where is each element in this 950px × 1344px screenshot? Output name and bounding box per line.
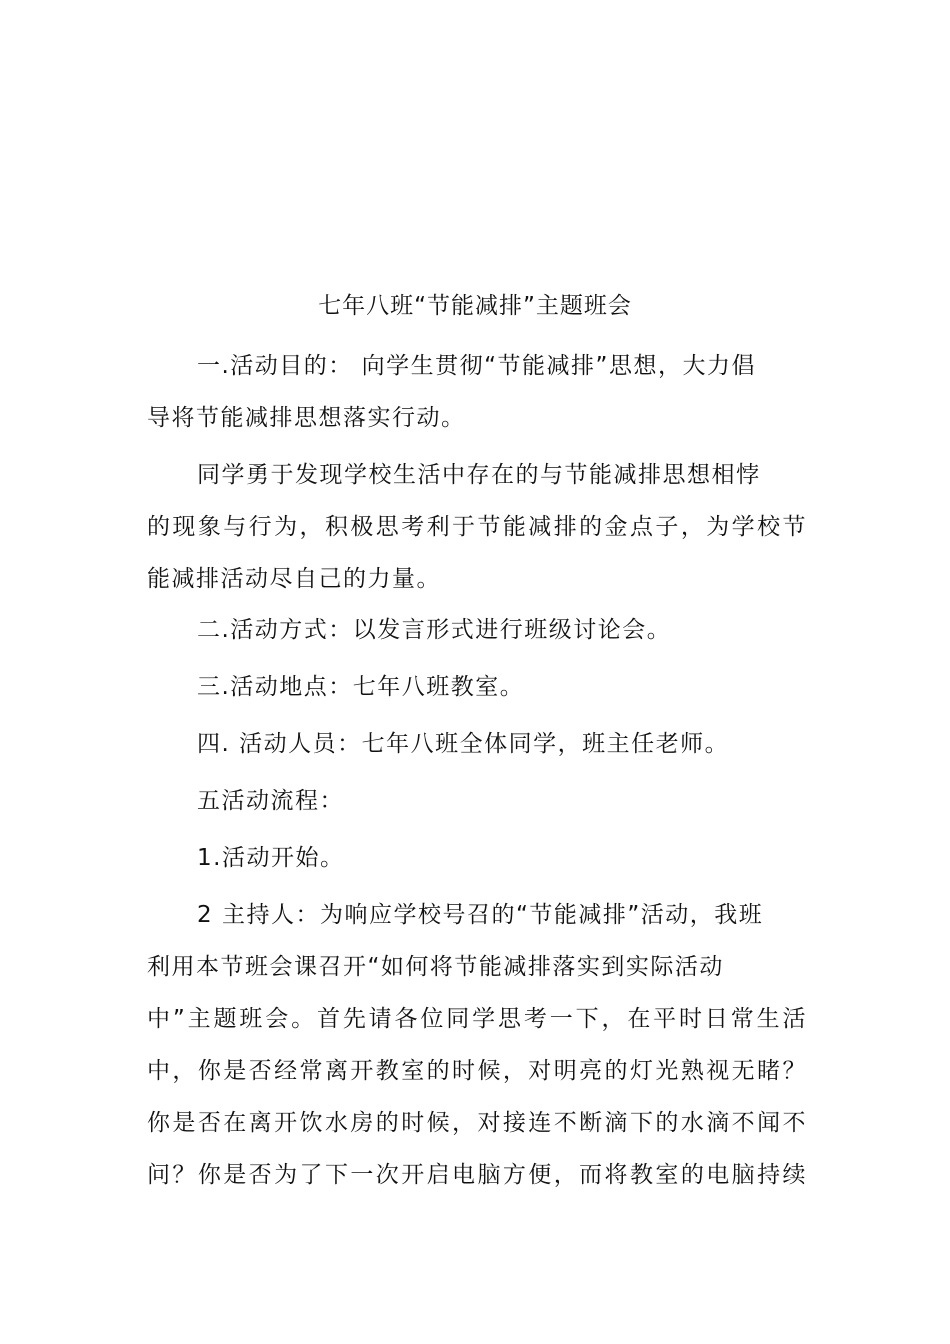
section-step-2 — [147, 889, 807, 1201]
text-line: 的现象与行为，积极思考利于节能减排的金点子，为学校节 — [147, 514, 807, 540]
section-location — [147, 661, 807, 713]
section-step-1 — [147, 832, 807, 884]
text-line: 2 主持人：为响应学校号召的“节能减排”活动，我班 — [197, 902, 764, 928]
text-line: 导将节能减排思想落实行动。 — [147, 405, 466, 431]
section-purpose — [147, 340, 807, 444]
text-line: 利用本节班会课召开“如何将节能减排落实到实际活动 — [147, 954, 724, 980]
document-title: 七年八班“节能减排”主题班会 — [318, 293, 632, 319]
text-line: 能减排活动尽自己的力量。 — [147, 566, 441, 592]
text-line: 五活动流程： — [197, 788, 344, 814]
section-process-heading — [147, 775, 807, 827]
text-line: 你是否在离开饮水房的时候，对接连不断滴下的水滴不闻不 — [147, 1110, 807, 1136]
section-description — [147, 449, 807, 605]
text-line: 四. 活动人员：七年八班全体同学，班主任老师。 — [197, 731, 730, 757]
text-line: 1.活动开始。 — [197, 845, 345, 871]
section-participants — [147, 718, 807, 770]
text-line: 同学勇于发现学校生活中存在的与节能减排思想相悖 — [197, 462, 761, 488]
section-method — [147, 604, 807, 656]
text-line: 中”主题班会。首先请各位同学思考一下，在平时日常生活 — [147, 1006, 807, 1032]
text-line: 中，你是否经常离开教室的时候，对明亮的灯光熟视无睹？ — [147, 1058, 807, 1084]
text-line: 一.活动目的： 向学生贯彻“节能减排”思想，大力倡 — [197, 353, 756, 379]
text-line: 三.活动地点：七年八班教室。 — [197, 674, 525, 700]
text-line: 问？你是否为了下一次开启电脑方便，而将教室的电脑持续 — [147, 1162, 807, 1188]
text-line: 二.活动方式：以发言形式进行班级讨论会。 — [197, 617, 672, 643]
